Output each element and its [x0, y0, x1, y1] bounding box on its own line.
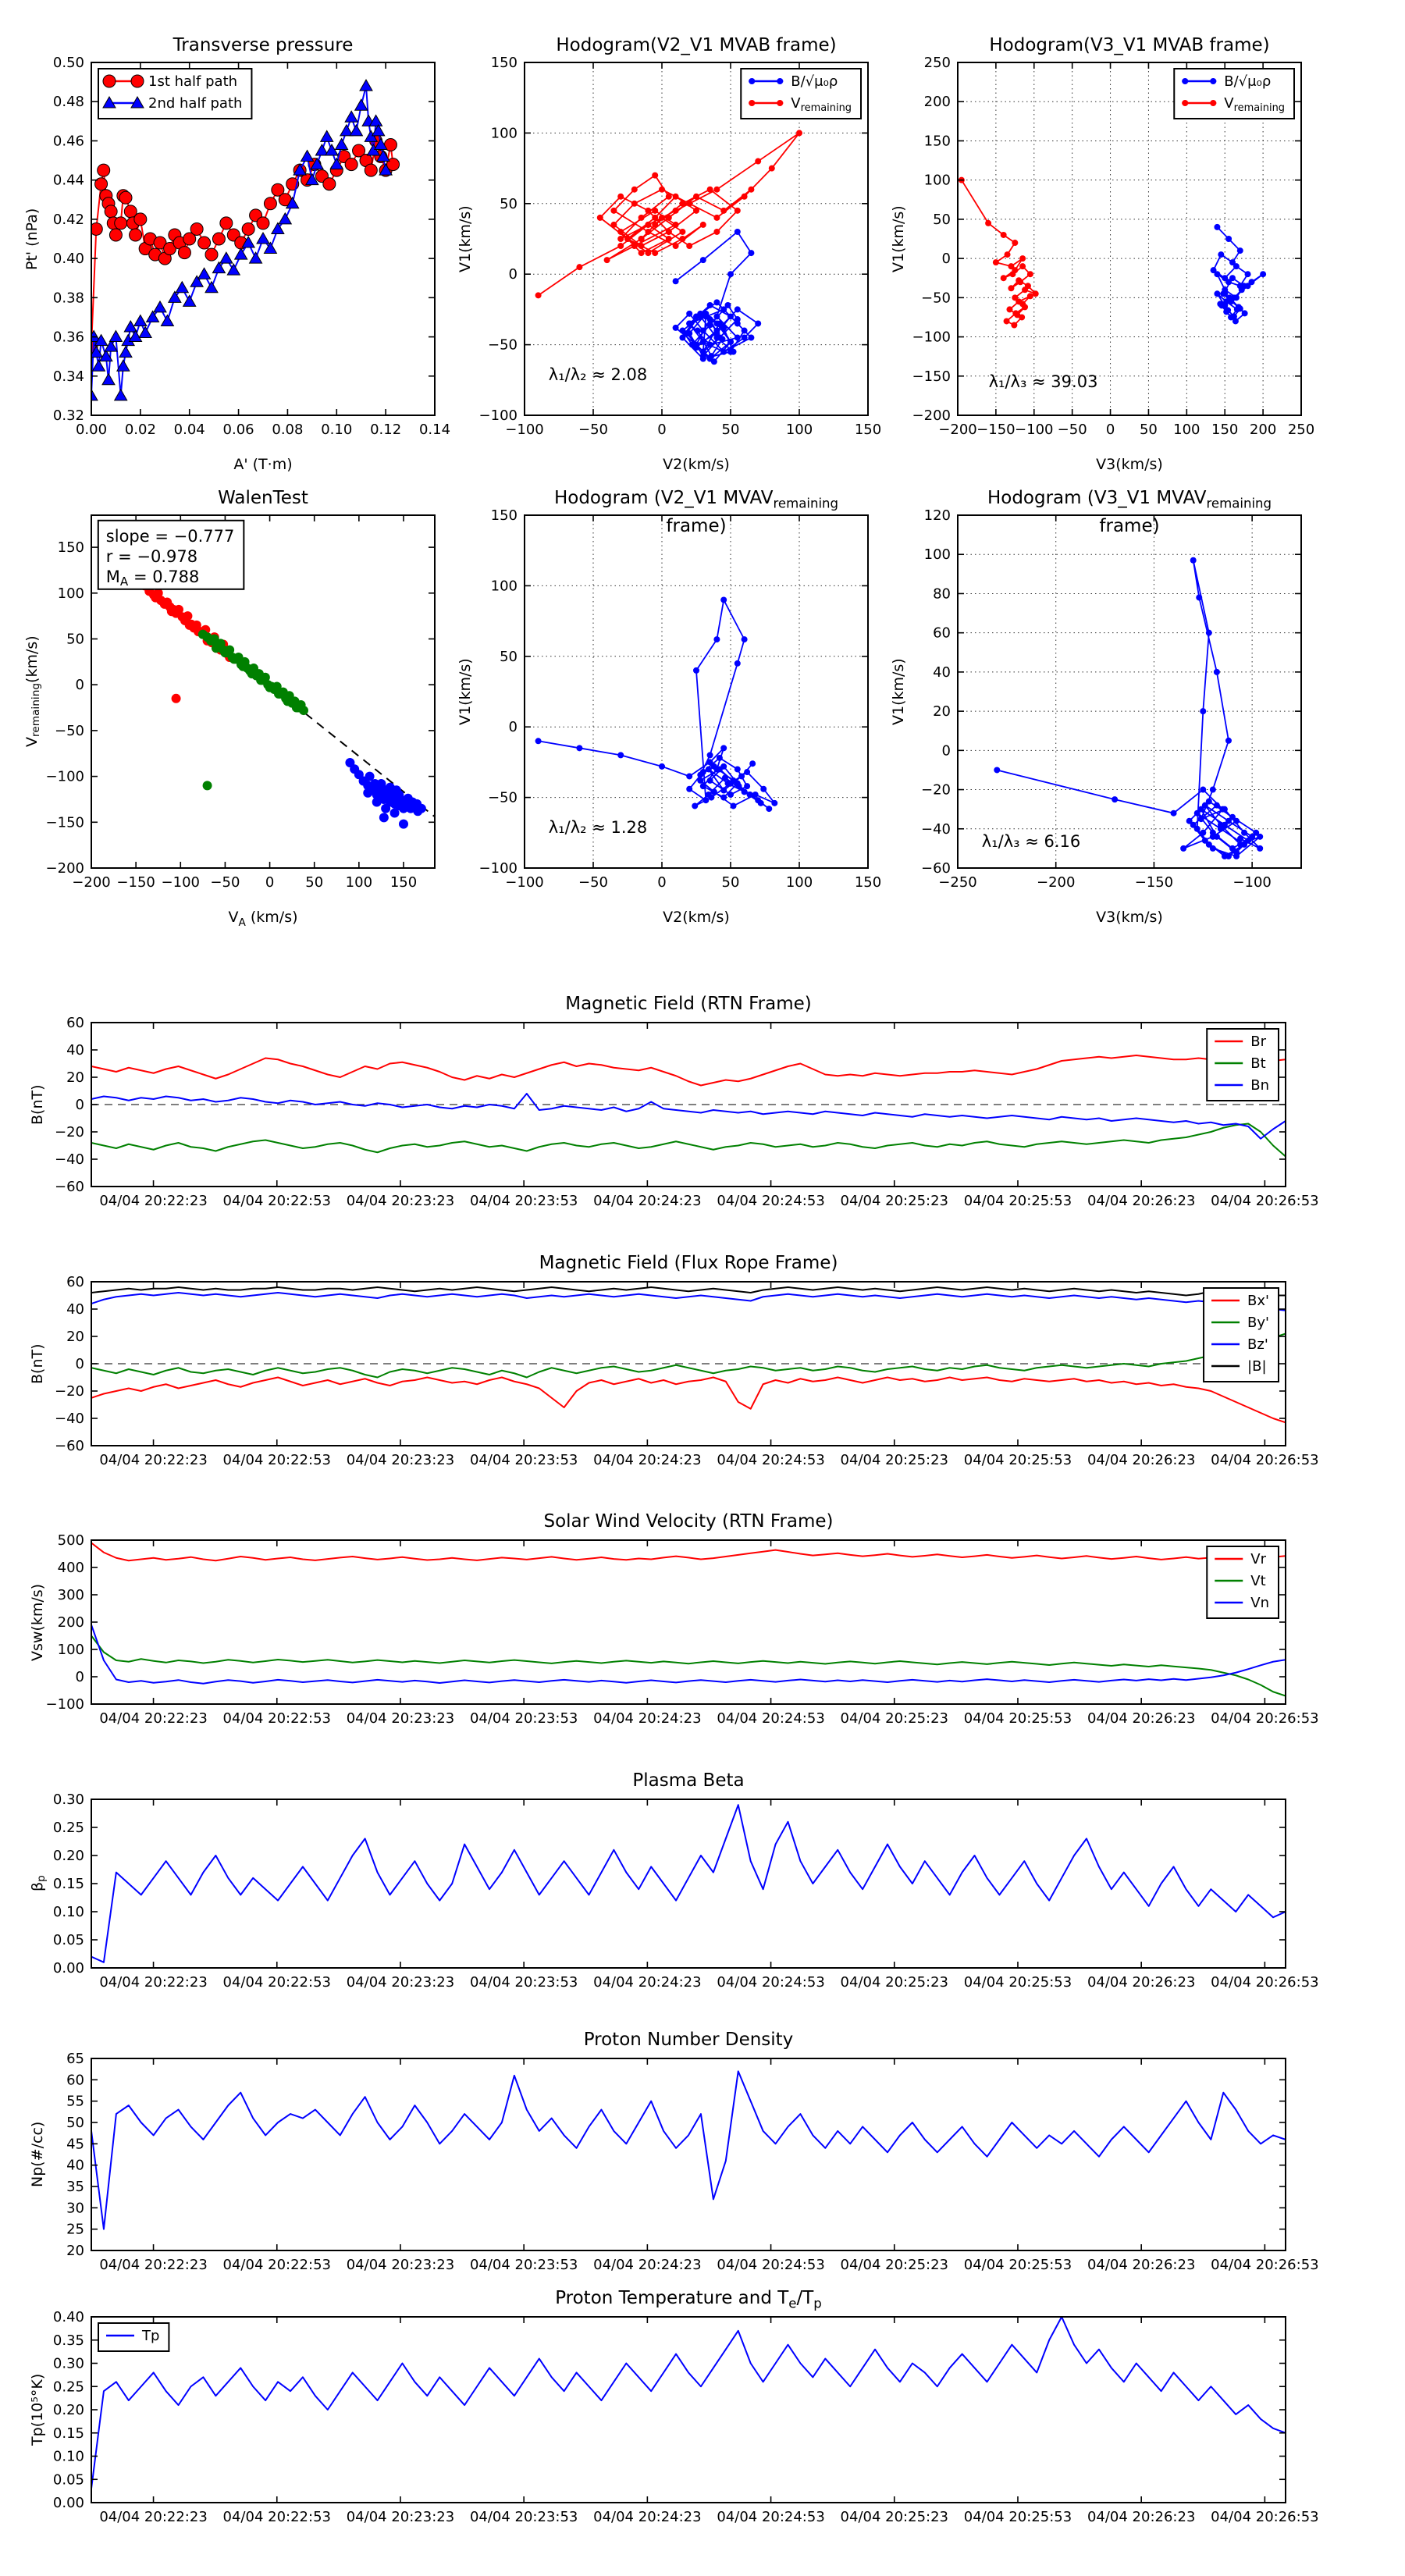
- svg-text:|B|: |B|: [1247, 1358, 1267, 1375]
- svg-text:−50: −50: [578, 874, 608, 891]
- svg-text:04/04 20:23:23: 04/04 20:23:23: [346, 2509, 455, 2525]
- ylabel-vsw-rtn: Vsw(km/s): [29, 1583, 46, 1661]
- svg-text:04/04 20:23:23: 04/04 20:23:23: [346, 2257, 455, 2273]
- svg-text:50: 50: [66, 631, 84, 648]
- svg-text:0.35: 0.35: [52, 2332, 84, 2349]
- svg-text:−50: −50: [55, 722, 84, 739]
- svg-text:0.34: 0.34: [52, 368, 84, 385]
- svg-text:60: 60: [66, 1015, 84, 1031]
- svg-text:120: 120: [923, 507, 951, 524]
- svg-text:0: 0: [508, 266, 518, 283]
- svg-text:0: 0: [941, 742, 951, 760]
- svg-text:04/04 20:24:53: 04/04 20:24:53: [717, 2509, 825, 2525]
- svg-text:04/04 20:22:23: 04/04 20:22:23: [99, 2509, 208, 2525]
- svg-text:04/04 20:25:23: 04/04 20:25:23: [840, 2509, 948, 2525]
- svg-text:04/04 20:25:53: 04/04 20:25:53: [963, 1974, 1072, 1991]
- ylabel-hodogram-v2v1-mvav: V1(km/s): [457, 658, 474, 725]
- title-walen-test: WalenTest: [218, 488, 308, 508]
- svg-text:0.06: 0.06: [222, 422, 254, 438]
- svg-text:20: 20: [66, 1329, 84, 1345]
- svg-text:0.25: 0.25: [52, 1820, 84, 1836]
- svg-text:−100: −100: [45, 1696, 84, 1713]
- svg-text:04/04 20:24:53: 04/04 20:24:53: [717, 1452, 825, 1468]
- svg-text:50: 50: [933, 211, 951, 228]
- svg-text:0.14: 0.14: [418, 422, 451, 438]
- svg-text:0: 0: [1105, 422, 1115, 438]
- svg-text:By': By': [1247, 1315, 1269, 1331]
- svg-text:0.10: 0.10: [52, 1904, 84, 1920]
- svg-text:04/04 20:22:23: 04/04 20:22:23: [99, 1452, 208, 1468]
- svg-text:04/04 20:25:53: 04/04 20:25:53: [963, 1710, 1072, 1727]
- svg-text:150: 150: [854, 874, 882, 891]
- svg-text:04/04 20:26:23: 04/04 20:26:23: [1087, 1710, 1196, 1727]
- svg-text:04/04 20:24:23: 04/04 20:24:23: [593, 2509, 702, 2525]
- svg-text:Vt: Vt: [1250, 1573, 1266, 1589]
- svg-text:60: 60: [933, 624, 951, 642]
- title-bfield-rtn: Magnetic Field (RTN Frame): [565, 994, 812, 1014]
- svg-text:Vremaining: $V_{remaining}$: [791, 95, 852, 114]
- svg-text:04/04 20:26:23: 04/04 20:26:23: [1087, 2509, 1196, 2525]
- svg-text:−150: −150: [116, 874, 155, 891]
- svg-text:04/04 20:23:23: 04/04 20:23:23: [346, 1710, 455, 1727]
- svg-text:0.30: 0.30: [52, 2355, 84, 2372]
- svg-text:0.48: 0.48: [52, 94, 84, 111]
- svg-text:150: 150: [854, 422, 882, 438]
- xlabel-hodogram-v2v1-mvav: V2(km/s): [663, 909, 730, 926]
- svg-text:04/04 20:22:53: 04/04 20:22:53: [222, 2257, 331, 2273]
- title-bfield-fluxrope: Magnetic Field (Flux Rope Frame): [539, 1253, 838, 1273]
- svg-text:04/04 20:23:53: 04/04 20:23:53: [469, 2257, 578, 2273]
- title-plasma-beta: Plasma Beta: [632, 1770, 745, 1791]
- svg-text:0: 0: [75, 1097, 84, 1113]
- plot-plasma-beta: [52, 1791, 1319, 1991]
- svg-text:04/04 20:23:23: 04/04 20:23:23: [346, 1974, 455, 1991]
- svg-text:−100: −100: [161, 874, 201, 891]
- svg-text:200: 200: [923, 94, 951, 111]
- svg-text:0.05: 0.05: [52, 1932, 84, 1948]
- svg-text:0.05: 0.05: [52, 2471, 84, 2489]
- svg-text:50: 50: [305, 874, 324, 891]
- svg-text:0.00: 0.00: [52, 1960, 84, 1976]
- plot-proton-density: [66, 2051, 1319, 2273]
- ylabel-hodogram-v3v1-mvav: V1(km/s): [890, 658, 907, 725]
- svg-text:−60: −60: [55, 1179, 84, 1195]
- svg-text:04/04 20:22:53: 04/04 20:22:53: [222, 1452, 331, 1468]
- svg-text:λ₁/λ₃ ≈ 6.16: λ₁/λ₃ ≈ 6.16: [981, 831, 1081, 851]
- ylabel-hodogram-v2v1-mvab: V1(km/s): [457, 205, 474, 272]
- svg-text:250: 250: [1287, 422, 1315, 438]
- svg-text:04/04 20:24:53: 04/04 20:24:53: [717, 1193, 825, 1209]
- svg-text:80: 80: [933, 585, 951, 603]
- svg-text:Vn: Vn: [1250, 1595, 1269, 1611]
- svg-text:04/04 20:22:53: 04/04 20:22:53: [222, 1710, 331, 1727]
- svg-text:Tp: Tp: [142, 2328, 160, 2344]
- svg-text:200: 200: [57, 1614, 84, 1631]
- svg-text:0.04: 0.04: [173, 422, 205, 438]
- svg-text:30: 30: [66, 2200, 84, 2217]
- ylabel-plasma-beta: $\beta_p$: [29, 1875, 48, 1892]
- svg-text:04/04 20:22:53: 04/04 20:22:53: [222, 2509, 331, 2525]
- svg-text:−60: −60: [55, 1438, 84, 1454]
- ylabel-hodogram-v3v1-mvab: V1(km/s): [890, 205, 907, 272]
- title-hodogram-v2v1-mvab: Hodogram(V2_V1 MVAB frame): [556, 35, 837, 55]
- svg-text:Bx': Bx': [1247, 1293, 1269, 1309]
- svg-text:04/04 20:26:23: 04/04 20:26:23: [1087, 2257, 1196, 2273]
- xlabel-walen-test: $V_A$ (km/s): [228, 909, 298, 929]
- svg-text:04/04 20:22:53: 04/04 20:22:53: [222, 1974, 331, 1991]
- svg-text:35: 35: [66, 2179, 84, 2195]
- plot-hodogram-v3v1-mvab: [912, 55, 1315, 438]
- svg-text:0.50: 0.50: [52, 55, 84, 71]
- svg-text:25: 25: [66, 2221, 84, 2238]
- xlabel-hodogram-v3v1-mvav: V3(km/s): [1096, 909, 1163, 926]
- svg-text:0.20: 0.20: [52, 1848, 84, 1864]
- svg-text:−150: −150: [1134, 874, 1174, 891]
- svg-text:−40: −40: [921, 820, 951, 838]
- svg-text:0: 0: [75, 1669, 84, 1685]
- svg-text:−50: −50: [210, 874, 240, 891]
- svg-text:slope = −0.777: slope = −0.777: [105, 526, 235, 546]
- svg-text:0: 0: [75, 677, 84, 694]
- svg-text:0.12: 0.12: [370, 422, 402, 438]
- svg-text:50: 50: [500, 195, 518, 212]
- title-hodogram-v3v1-mvav: Hodogram (V3_V1 $MVAV_{remaining}$ frame): [987, 488, 1272, 536]
- svg-text:04/04 20:24:53: 04/04 20:24:53: [717, 2257, 825, 2273]
- svg-text:04/04 20:24:23: 04/04 20:24:23: [593, 2257, 702, 2273]
- ylabel-bfield-rtn: B(nT): [29, 1084, 46, 1125]
- xlabel-transverse-pressure: A' (T·m): [233, 456, 293, 473]
- svg-text:20: 20: [66, 1069, 84, 1086]
- svg-text:150: 150: [490, 507, 518, 524]
- svg-text:100: 100: [785, 422, 813, 438]
- title-transverse-pressure: Transverse pressure: [173, 35, 354, 55]
- svg-text:100: 100: [490, 125, 518, 142]
- svg-text:0.00: 0.00: [75, 422, 108, 438]
- svg-text:B/√μ₀ρ: B/√μ₀ρ: [1224, 73, 1272, 90]
- svg-text:−40: −40: [55, 1411, 84, 1427]
- svg-text:04/04 20:24:23: 04/04 20:24:23: [593, 1193, 702, 1209]
- svg-text:0.42: 0.42: [52, 211, 84, 228]
- xlabel-hodogram-v3v1-mvab: V3(km/s): [1096, 456, 1163, 473]
- svg-text:Vremaining: $V_{remaining}$: [1224, 95, 1285, 114]
- svg-text:−150: −150: [912, 368, 951, 385]
- svg-text:60: 60: [66, 1274, 84, 1290]
- svg-text:04/04 20:23:53: 04/04 20:23:53: [469, 1710, 578, 1727]
- svg-text:100: 100: [923, 172, 951, 189]
- svg-text:−200: −200: [938, 422, 977, 438]
- svg-text:100: 100: [345, 874, 373, 891]
- svg-text:04/04 20:26:53: 04/04 20:26:53: [1211, 1452, 1319, 1468]
- svg-text:0.44: 0.44: [52, 172, 84, 189]
- svg-text:1st half path: 1st half path: [148, 73, 238, 90]
- svg-text:150: 150: [57, 539, 84, 557]
- svg-text:0.38: 0.38: [52, 290, 84, 307]
- svg-text:04/04 20:24:53: 04/04 20:24:53: [717, 1710, 825, 1727]
- svg-text:100: 100: [785, 874, 813, 891]
- svg-text:0.25: 0.25: [52, 2379, 84, 2396]
- svg-text:Br: Br: [1250, 1034, 1266, 1050]
- xlabel-hodogram-v2v1-mvab: V2(km/s): [663, 456, 730, 473]
- svg-text:0: 0: [265, 874, 275, 891]
- svg-text:04/04 20:26:53: 04/04 20:26:53: [1211, 2257, 1319, 2273]
- svg-text:200: 200: [1249, 422, 1277, 438]
- svg-text:−50: −50: [921, 290, 951, 307]
- svg-text:Bn: Bn: [1250, 1077, 1269, 1094]
- ylabel-proton-density: Np(#/cc): [29, 2121, 46, 2188]
- svg-text:400: 400: [57, 1560, 84, 1576]
- ylabel-bfield-fluxrope: B(nT): [29, 1343, 46, 1384]
- svg-text:−20: −20: [921, 781, 951, 799]
- svg-text:−200: −200: [45, 860, 84, 877]
- svg-text:2nd half path: 2nd half path: [148, 95, 243, 112]
- svg-text:04/04 20:23:53: 04/04 20:23:53: [469, 1974, 578, 1991]
- svg-text:50: 50: [500, 648, 518, 665]
- svg-text:−100: −100: [1232, 874, 1272, 891]
- svg-text:150: 150: [389, 874, 418, 891]
- svg-text:Bz': Bz': [1247, 1336, 1268, 1353]
- svg-text:50: 50: [66, 2115, 84, 2131]
- svg-text:0.00: 0.00: [52, 2495, 84, 2511]
- svg-text:55: 55: [66, 2093, 84, 2110]
- svg-text:04/04 20:26:53: 04/04 20:26:53: [1211, 1193, 1319, 1209]
- svg-text:50: 50: [1139, 422, 1158, 438]
- svg-text:04/04 20:26:53: 04/04 20:26:53: [1211, 1710, 1319, 1727]
- svg-text:04/04 20:22:23: 04/04 20:22:23: [99, 2257, 208, 2273]
- svg-text:45: 45: [66, 2136, 84, 2153]
- svg-text:40: 40: [933, 664, 951, 681]
- svg-text:−100: −100: [1015, 422, 1054, 438]
- svg-text:−150: −150: [45, 814, 84, 831]
- svg-text:04/04 20:23:53: 04/04 20:23:53: [469, 2509, 578, 2525]
- svg-text:04/04 20:23:53: 04/04 20:23:53: [469, 1193, 578, 1209]
- svg-text:−250: −250: [938, 874, 977, 891]
- ylabel-walen-test: $V_{remaining}(km/s)$: [23, 635, 42, 748]
- svg-text:−150: −150: [976, 422, 1016, 438]
- svg-text:04/04 20:25:23: 04/04 20:25:23: [840, 1974, 948, 1991]
- svg-text:0: 0: [941, 251, 951, 268]
- svg-text:0.30: 0.30: [52, 1791, 84, 1808]
- svg-text:−20: −20: [55, 1124, 84, 1140]
- svg-text:0: 0: [657, 874, 667, 891]
- plot-transverse-pressure: [52, 55, 451, 438]
- svg-text:0.08: 0.08: [272, 422, 304, 438]
- ylabel-transverse-pressure: Pt' (nPa): [23, 208, 41, 270]
- svg-text:100: 100: [490, 578, 518, 595]
- svg-text:0.46: 0.46: [52, 133, 84, 150]
- svg-text:−200: −200: [72, 874, 111, 891]
- svg-text:0.40: 0.40: [52, 251, 84, 268]
- svg-text:04/04 20:26:53: 04/04 20:26:53: [1211, 1974, 1319, 1991]
- svg-text:−20: −20: [55, 1383, 84, 1400]
- svg-text:250: 250: [923, 55, 951, 71]
- svg-text:04/04 20:26:23: 04/04 20:26:23: [1087, 1452, 1196, 1468]
- svg-text:−200: −200: [912, 407, 951, 424]
- plot-vsw-rtn: [45, 1532, 1319, 1727]
- svg-text:04/04 20:23:53: 04/04 20:23:53: [469, 1452, 578, 1468]
- svg-text:λ₁/λ₃ ≈ 39.03: λ₁/λ₃ ≈ 39.03: [988, 372, 1098, 391]
- svg-text:04/04 20:25:23: 04/04 20:25:23: [840, 1193, 948, 1209]
- svg-text:04/04 20:23:23: 04/04 20:23:23: [346, 1193, 455, 1209]
- svg-text:04/04 20:24:23: 04/04 20:24:23: [593, 1452, 702, 1468]
- svg-text:0.15: 0.15: [52, 2425, 84, 2442]
- svg-text:04/04 20:26:53: 04/04 20:26:53: [1211, 2509, 1319, 2525]
- svg-text:04/04 20:26:23: 04/04 20:26:23: [1087, 1974, 1196, 1991]
- plot-walen-test: [45, 515, 435, 891]
- svg-text:MA = 0.788: MA = 0.788: [105, 567, 200, 589]
- svg-text:−50: −50: [578, 422, 608, 438]
- svg-text:λ₁/λ₂ ≈ 1.28: λ₁/λ₂ ≈ 1.28: [548, 817, 648, 837]
- svg-text:04/04 20:25:23: 04/04 20:25:23: [840, 1452, 948, 1468]
- svg-text:40: 40: [66, 1301, 84, 1318]
- ylabel-proton-temp: Tp(10⁵°K): [29, 2373, 46, 2446]
- title-proton-temp: Proton Temperature and $T_e/T_p$: [555, 2288, 822, 2311]
- svg-text:Vr: Vr: [1250, 1551, 1266, 1567]
- svg-text:−60: −60: [921, 860, 951, 877]
- plot-bfield-rtn: [55, 1015, 1319, 1209]
- svg-text:20: 20: [933, 703, 951, 720]
- svg-text:0: 0: [75, 1356, 84, 1372]
- svg-text:λ₁/λ₂ ≈ 2.08: λ₁/λ₂ ≈ 2.08: [548, 365, 648, 384]
- svg-text:−50: −50: [488, 789, 518, 806]
- plot-proton-temp: [52, 2309, 1319, 2525]
- svg-text:50: 50: [721, 874, 740, 891]
- svg-text:04/04 20:23:23: 04/04 20:23:23: [346, 1452, 455, 1468]
- svg-text:0.40: 0.40: [52, 2309, 84, 2325]
- svg-text:−100: −100: [478, 407, 518, 424]
- svg-text:40: 40: [66, 2157, 84, 2174]
- svg-text:0.32: 0.32: [52, 407, 84, 424]
- svg-text:04/04 20:24:53: 04/04 20:24:53: [717, 1974, 825, 1991]
- svg-text:04/04 20:22:23: 04/04 20:22:23: [99, 1974, 208, 1991]
- svg-text:40: 40: [66, 1042, 84, 1059]
- plot-hodogram-v2v1-mvab: [478, 55, 882, 438]
- svg-text:04/04 20:25:23: 04/04 20:25:23: [840, 2257, 948, 2273]
- svg-text:300: 300: [57, 1587, 84, 1603]
- svg-text:04/04 20:24:23: 04/04 20:24:23: [593, 1974, 702, 1991]
- svg-text:0.10: 0.10: [52, 2448, 84, 2465]
- svg-text:150: 150: [1211, 422, 1239, 438]
- svg-text:100: 100: [923, 546, 951, 564]
- svg-text:−200: −200: [1036, 874, 1076, 891]
- svg-text:04/04 20:24:23: 04/04 20:24:23: [593, 1710, 702, 1727]
- svg-text:−50: −50: [488, 336, 518, 354]
- svg-text:−100: −100: [505, 422, 544, 438]
- svg-text:50: 50: [721, 422, 740, 438]
- svg-text:04/04 20:25:53: 04/04 20:25:53: [963, 1193, 1072, 1209]
- svg-text:04/04 20:25:53: 04/04 20:25:53: [963, 2509, 1072, 2525]
- svg-text:04/04 20:26:23: 04/04 20:26:23: [1087, 1193, 1196, 1209]
- svg-text:Bt: Bt: [1250, 1055, 1266, 1072]
- svg-text:04/04 20:25:53: 04/04 20:25:53: [963, 2257, 1072, 2273]
- svg-text:100: 100: [57, 585, 84, 602]
- svg-text:0.15: 0.15: [52, 1876, 84, 1892]
- svg-text:0.20: 0.20: [52, 2402, 84, 2418]
- title-proton-density: Proton Number Density: [583, 2030, 794, 2050]
- svg-text:−40: −40: [55, 1151, 84, 1168]
- svg-text:r = −0.978: r = −0.978: [105, 546, 198, 566]
- svg-text:−100: −100: [45, 768, 84, 785]
- svg-text:0.36: 0.36: [52, 329, 84, 346]
- title-hodogram-v3v1-mvab: Hodogram(V3_V1 MVAB frame): [989, 35, 1270, 55]
- svg-text:100: 100: [1173, 422, 1200, 438]
- svg-text:60: 60: [66, 2072, 84, 2089]
- svg-text:04/04 20:25:53: 04/04 20:25:53: [963, 1452, 1072, 1468]
- title-vsw-rtn: Solar Wind Velocity (RTN Frame): [543, 1511, 834, 1532]
- svg-text:−50: −50: [1057, 422, 1087, 438]
- svg-text:100: 100: [57, 1642, 84, 1658]
- title-hodogram-v2v1-mvav: Hodogram (V2_V1 $MVAV_{remaining}$ frame): [553, 488, 839, 536]
- plot-bfield-fluxrope: [55, 1274, 1319, 1468]
- svg-text:65: 65: [66, 2051, 84, 2067]
- svg-text:−100: −100: [505, 874, 544, 891]
- svg-text:B/√μ₀ρ: B/√μ₀ρ: [791, 73, 838, 90]
- svg-text:0.10: 0.10: [321, 422, 353, 438]
- svg-text:0.02: 0.02: [124, 422, 156, 438]
- svg-text:04/04 20:22:23: 04/04 20:22:23: [99, 1710, 208, 1727]
- svg-text:150: 150: [490, 55, 518, 71]
- svg-text:04/04 20:22:23: 04/04 20:22:23: [99, 1193, 208, 1209]
- svg-text:500: 500: [57, 1532, 84, 1549]
- svg-text:20: 20: [66, 2243, 84, 2259]
- svg-text:−100: −100: [912, 329, 951, 346]
- svg-text:−100: −100: [478, 860, 518, 877]
- svg-text:04/04 20:22:53: 04/04 20:22:53: [222, 1193, 331, 1209]
- svg-text:0: 0: [657, 422, 667, 438]
- svg-text:0: 0: [508, 719, 518, 736]
- svg-text:04/04 20:25:23: 04/04 20:25:23: [840, 1710, 948, 1727]
- svg-text:150: 150: [923, 133, 951, 150]
